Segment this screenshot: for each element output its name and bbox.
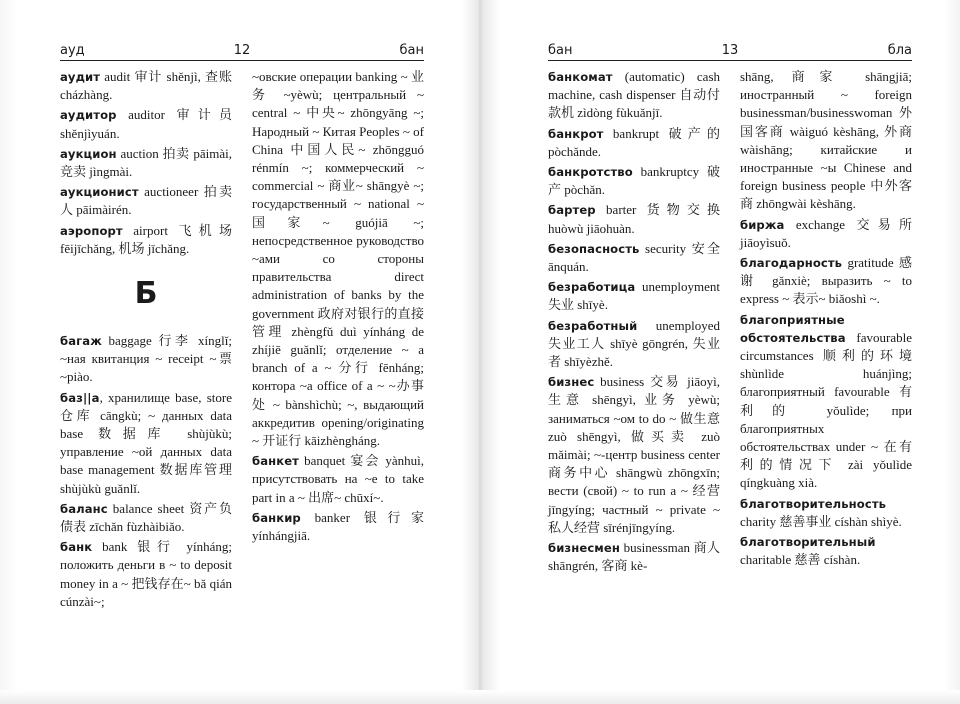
left-page-number: 12 bbox=[233, 43, 251, 58]
left-columns bbox=[60, 68, 424, 613]
dictionary-entry bbox=[740, 254, 912, 309]
definition: charity 慈善事业 císhàn shìyè. bbox=[740, 513, 902, 529]
dictionary-entry bbox=[548, 539, 720, 575]
headword: бизнесмен bbox=[548, 541, 620, 556]
headword: безработный bbox=[548, 318, 638, 333]
definition: audit 审计 shěnjì, 查账 cházhàng. bbox=[60, 69, 232, 103]
right-page-number: 13 bbox=[721, 43, 739, 58]
dictionary-entry bbox=[60, 538, 232, 611]
dictionary-entry bbox=[60, 500, 232, 536]
entry-continuation: ~овские операции banking ~ 业务 ~yèwù; центральный ~ central ~ 中央~ zhōngyāng ~; Народный ~ Китая Peoples ~ of China 中国人民~ zhōngguó rénmín ~; коммерческий ~ commercial ~ 商业~ shāngyè ~; государственный ~ national ~ 国家~ guójiā ~; непосредственное руководство ~ами со стороны правительства direct administration of banks by the government 政府对银行的直接管理 zhèngfǔ duì yínháng de zhíjiē guǎnlǐ; отделение ~ a branch of a ~ 分行 fēnháng; контора ~а office of a ~ ~办事处 ~ bànshìchù; ~, выдающий аккредитив opening/originating ~ 开证行 kāizhèngháng. bbox=[252, 69, 424, 449]
headword: аэропорт bbox=[60, 223, 123, 238]
dictionary-entry bbox=[60, 332, 232, 387]
definition: favourable circumstances 顺利的环境 shùnlìde huánjìng; благоприятный favourable 有利的 yǒulìde; при благоприятных обстоятельствах under ~ 在有利的情况下 zài yǒulìde qíngkuàng xià. bbox=[740, 329, 912, 491]
left-guide-word-last: бан bbox=[399, 43, 424, 58]
definition: business 交易 jiāoyì, 生意 shēngyì, 业务 yèwù; заниматься ~ом to do ~ 做生意 zuò shēngyì, 做买卖 zuò mǎimài; ~-центр business center 商务中心 shāngwù zhōngxīn; вести (свой) ~ to run a ~ 经营 jīngyíng; частный ~ private ~ 私人经营 sīrénjīngyíng. bbox=[548, 374, 720, 535]
definition: security 安全 ānquán. bbox=[548, 240, 720, 275]
right-running-head bbox=[548, 40, 912, 61]
right-column-1 bbox=[548, 68, 720, 577]
left-page bbox=[60, 40, 424, 690]
left-column-1 bbox=[60, 68, 232, 613]
definition: (automatic) cash machine, cash dispenser 自动付款机 zìdòng fùkuǎnjī. bbox=[548, 69, 720, 121]
definition: banker 银行家 yínhángjiā. bbox=[252, 509, 424, 544]
headword: баз||а bbox=[60, 390, 100, 405]
dictionary-entry bbox=[548, 373, 720, 537]
right-page bbox=[548, 40, 912, 690]
dictionary-entry bbox=[60, 222, 232, 258]
definition: banquet 宴会 yànhuì, присутствовать на ~е to take part in a ~ 出席~ chūxí~. bbox=[252, 453, 424, 505]
dictionary-entry bbox=[548, 68, 720, 123]
headword: благотворительность bbox=[740, 496, 887, 511]
dictionary-entry bbox=[60, 68, 232, 104]
left-column-2 bbox=[252, 68, 424, 613]
headword: банкрот bbox=[548, 126, 604, 141]
definition: bankrupt 破产的 pòchǎnde. bbox=[548, 125, 720, 159]
definition: barter 货物交换 huòwù jiāohuàn. bbox=[548, 202, 720, 236]
definition: airport 飞机场 fēijīchǎng, 机场 jīchǎng. bbox=[60, 222, 232, 256]
dictionary-entry bbox=[252, 509, 424, 545]
left-running-head bbox=[60, 40, 424, 61]
definition: baggage 行李 xínglǐ; ~ная квитанция ~ receipt ~票 ~piào. bbox=[60, 333, 232, 385]
dictionary-entry bbox=[740, 311, 912, 493]
headword: банкротство bbox=[548, 165, 633, 180]
dictionary-entry bbox=[60, 145, 232, 181]
definition: bankruptcy 破产 pòchǎn. bbox=[548, 164, 720, 198]
dictionary-entry bbox=[548, 278, 720, 314]
right-columns bbox=[548, 68, 912, 577]
left-guide-word-first: ауд bbox=[60, 43, 85, 58]
headword: бизнес bbox=[548, 375, 595, 390]
dictionary-entry bbox=[740, 216, 912, 252]
dictionary-entry bbox=[548, 163, 720, 199]
headword: аукцион bbox=[60, 146, 117, 161]
definition: , хранилище base, store 仓库 cāngkù; ~ данных data base 数据库 shùjùkù; управление ~ой данных data base management 数据库管理 shùjùkù guǎnlǐ. bbox=[60, 389, 232, 496]
definition: unemployment 失业 shīyè. bbox=[548, 279, 720, 313]
right-guide-word-last: бла bbox=[887, 43, 912, 58]
page-bottom-shadow bbox=[0, 690, 960, 704]
dictionary-entry bbox=[548, 125, 720, 161]
definition: gratitude 感谢 gǎnxiè; выразить ~ to express ~ 表示~ biǎoshì ~. bbox=[740, 255, 912, 307]
headword: аукционист bbox=[60, 185, 139, 200]
dictionary-entry bbox=[548, 201, 720, 237]
headword: аудит bbox=[60, 70, 101, 84]
definition: charitable 慈善 císhàn. bbox=[740, 552, 861, 568]
dictionary-entry bbox=[740, 495, 912, 531]
dictionary-entry bbox=[548, 240, 720, 276]
headword: банкир bbox=[252, 510, 301, 525]
dictionary-entry bbox=[60, 106, 232, 142]
entry-continuation: shāng, 商家 shāngjiā; иностранный ~ foreign businessman/businesswoman 外国客商 wàiguó kèshāng, 外商 wàishāng; китайские и иностранные ~ы Chinese and foreign business people 中外客商 zhōngwài kèshāng. bbox=[740, 69, 912, 212]
definition: businessman 商人 shāngrén, 客商 kè- bbox=[548, 540, 720, 574]
headword: банкомат bbox=[548, 70, 613, 84]
definition: exchange 交易所 jiāoyìsuǒ. bbox=[740, 216, 912, 250]
headword: биржа bbox=[740, 217, 785, 232]
headword: банк bbox=[60, 540, 93, 555]
headword: аудитор bbox=[60, 108, 117, 123]
headword: багаж bbox=[60, 334, 102, 349]
headword: баланс bbox=[60, 501, 108, 516]
right-column-2 bbox=[740, 68, 912, 577]
headword: безработица bbox=[548, 280, 636, 295]
dictionary-entry bbox=[252, 452, 424, 507]
dictionary-entry bbox=[60, 183, 232, 219]
headword: банкет bbox=[252, 454, 299, 469]
right-guide-word-first: бан bbox=[548, 43, 573, 58]
headword: безопасность bbox=[548, 241, 640, 256]
headword: бартер bbox=[548, 203, 596, 218]
definition: bank 银行 yínháng; положить деньги в ~ to deposit money in a ~ 把钱存在~ bǎ qián cúnzài~; bbox=[60, 539, 232, 609]
section-letter: Б bbox=[134, 276, 158, 312]
definition: balance sheet 资产负债表 zīchǎn fùzhàibiǎo. bbox=[60, 500, 232, 535]
headword: благотворительный bbox=[740, 535, 876, 550]
dictionary-entry bbox=[548, 317, 720, 372]
definition: auditor 审计员 shěnjìyuán. bbox=[60, 107, 232, 141]
dictionary-entry bbox=[740, 533, 912, 569]
headword: благоприятные обстоятельства bbox=[740, 312, 846, 345]
definition: auction 拍卖 pāimài, 竞卖 jìngmài. bbox=[60, 145, 232, 180]
dictionary-entry bbox=[60, 389, 232, 498]
definition: unemployed 失业工人 shīyè gōngrén, 失业者 shīyèzhě. bbox=[548, 317, 720, 370]
definition: auctioneer 拍卖人 pāimàirén. bbox=[60, 184, 232, 218]
headword: благодарность bbox=[740, 256, 843, 271]
